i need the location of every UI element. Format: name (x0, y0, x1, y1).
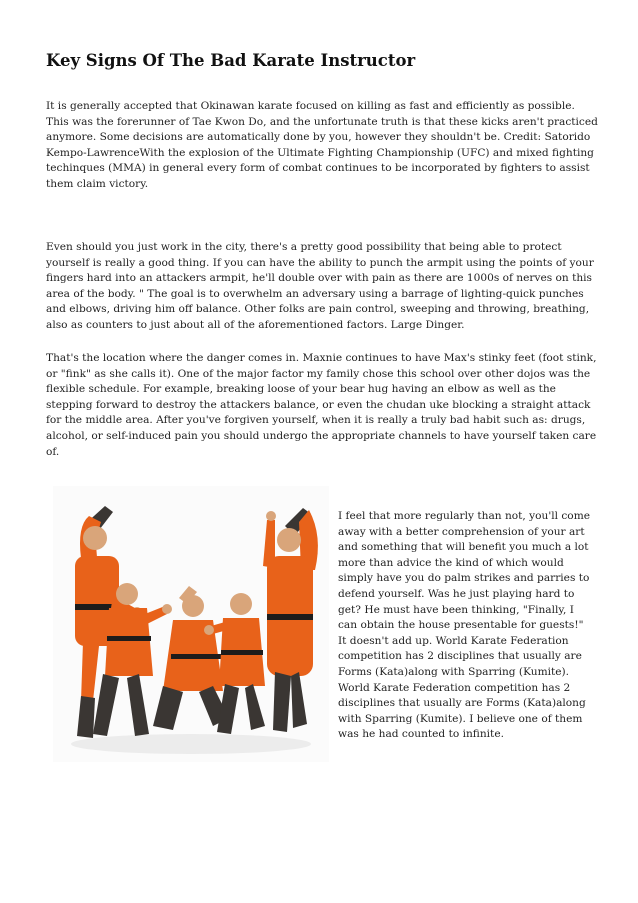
page-title: Key Signs Of The Bad Karate Instructor (46, 51, 416, 70)
karate-kids-photo (53, 486, 329, 762)
paragraph-2: Even should you just work in the city, there's a pretty good possibility that being able to protect yourself is really a good thing. If you can have the ability to punch the armpit using the points of your fingers hard into an attackers armpit, he'll double over with pain as there are 1000s of nerves on this area of the body. " The goal is to overwhelm an adversary using a barrage of lighting-quick punches and elbows, driving him off balance. Other folks are pain control, sweeping and throwing, breathing, also as counters to just about all of the aforementioned factors. Large Dinger. (46, 241, 594, 331)
paragraph-3: That's the location where the danger comes in. Maxnie continues to have Max's stinky feet (foot stink, or "fink" as she calls it). One of the major factor my family chose this school over other dojos was the flexible schedule. For example, breaking loose of your bear hug having an elbow as well as the stepping forward to destroy the attackers balance, or even the chudan uke blocking a straight attack for the middle area. After you've forgiven yourself, when it is really a truly bad habit such as: drugs, alcohol, or self-induced pain you should undergo the appropriate channels to have yourself taken care of. (46, 352, 597, 458)
kid-5-figure (263, 508, 318, 732)
martial-arts-group-illustration (53, 486, 329, 762)
side-paragraph: I feel that more regularly than not, you'll come away with a better comprehension of your art and something that will benefit you much a lot more than advice the kind of which would simply have you do palm strikes and parries to defend yourself. Was he just playing hard to get? He must have been thinking, "Finally, I can obtain the house presentable for guests!" It doesn't add up. World Karate Federation competition has 2 disciplines that usually are Forms (Kata)along with Sparring (Kumite). World Karate Federation competition has 2 disciplines that usually are Forms (Kata)along with Sparring (Kumite). I believe one of them was he had counted to infinite. (338, 510, 591, 741)
paragraph-1: It is generally accepted that Okinawan karate focused on killing as fast and efficiently as possible. This was the forerunner of Tae Kwon Do, and the unfortunate truth is that these kicks aren't practiced anymore. Some decisions are automatically done by you, however they shouldn't be. Credit: Satorido Kempo-LawrenceWith the explosion of the Ultimate Fighting Championship (UFC) and mixed fighting techinques (MMA) in general every form of combat continues to be incorporated by fighters to assist them claim victory. (46, 100, 598, 190)
